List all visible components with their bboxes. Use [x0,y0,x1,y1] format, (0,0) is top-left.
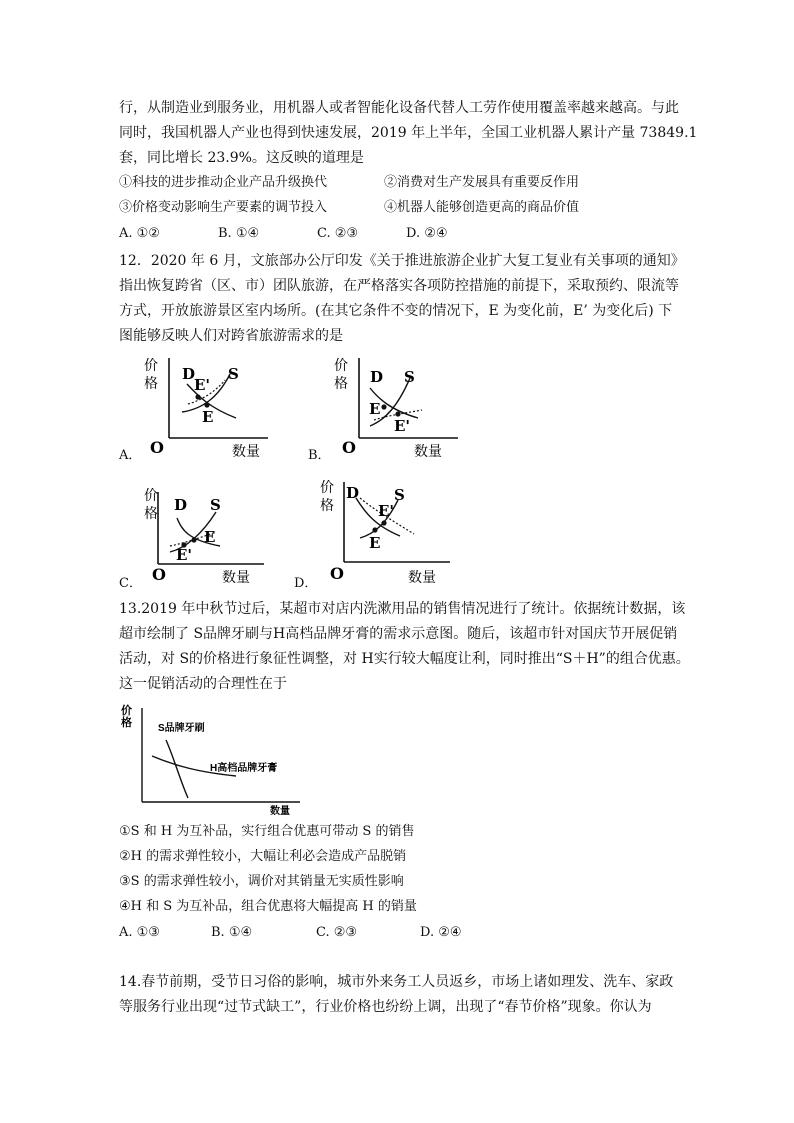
graph-c-label-e: E [204,528,216,546]
graph-d-ylabel-1: 价 [320,480,334,496]
graph-b [330,352,470,464]
graph-a-xlabel: 数量 [232,444,260,460]
graph-c-ylabel-2: 格 [144,506,158,522]
graph-c-label-e2: E' [176,546,193,564]
graph-d-option-label: D． [294,576,318,591]
q13-statement-4: ④H 和 S 为互补品，组合优惠将大幅提高 H 的销量 [119,899,417,914]
graph-b-option-label: B． [308,448,331,463]
q13-choice-d: D. ②④ [420,925,462,940]
graph-a-label-e: E [202,408,214,426]
graph-d-origin: O [330,564,344,583]
q13-line-1: 13.2019 年中秋节过后，某超市对店内洗漱用品的销售情况进行了统计。依据统计数据，该 [119,601,686,617]
graph-b-label-s: S [404,368,415,386]
graph-c-label-s: S [210,496,221,514]
q13-demand-chart [118,700,308,818]
q11-choice-a: A. ①② [119,226,160,241]
q12-line-4: 图能够反映人们对跨省旅游需求的是 [119,328,343,344]
graph-b-point-e2 [395,411,400,416]
q12-line-3: 方式，开放旅游景区室内场所。(在其它条件不变的情况下，E 为变化前，E’ 为变化后) 下 [119,303,673,319]
q11-statement-3: ③价格变动影响生产要素的调节投入 [119,200,328,215]
q11-choice-d: D. ②④ [406,226,448,241]
graph-a-ylabel-2: 格 [144,376,158,392]
graph-a-label-d: D [182,365,196,383]
graph-a-option-label: A． [119,448,142,463]
q14-line-1: 14.春节前期，受节日习俗的影响，城市外来务工人员返乡，市场上诸如理发、洗车、家政 [119,974,674,990]
graph-a-origin: O [150,438,164,457]
graph-d-label-s: S [394,486,405,504]
q11-statement-2: ②消费对生产发展具有重要反作用 [384,175,580,190]
graph-a-label-e2: E' [194,376,211,394]
q11-statement-4: ④机器人能够创造更高的商品价值 [384,200,580,215]
graph-a-ylabel-1: 价 [144,358,158,374]
q13-statement-1: ①S 和 H 为互补品，实行组合优惠可带动 S 的销售 [119,824,415,839]
graph-a-label-s: S [228,365,239,383]
graph-d-xlabel: 数量 [408,570,436,586]
q12-line-1: 12．2020 年 6 月，文旅部办公厅印发《关于推进旅游企业扩大复工复业有关事项的通知》 [119,253,685,269]
graph-a-point-e [204,402,209,407]
graph-a-point-e2 [195,394,200,399]
graph-b-label-e: E [369,400,381,418]
q13-line-4: 这一促销活动的合理性在于 [119,676,287,692]
q11-line-2: 同时，我国机器人产业也得到快速发展，2019 年上半年，全国工业机器人累计产量 73849.1 [119,125,698,141]
q11-line-3: 套，同比增长 23.9%。这反映的道理是 [119,150,364,166]
graph-b-ylabel-1: 价 [334,358,348,374]
q13-choice-c: C. ②③ [316,925,358,940]
q13-s-label: S品牌牙刷 [158,723,205,734]
graph-b-label-e2: E' [394,417,411,435]
graph-d-label-e: E [369,534,381,552]
graph-d-point-e2 [381,520,386,525]
graph-d-point-e [372,527,377,532]
graph-d-label-e2: E' [378,502,395,520]
q12-line-2: 指出恢复跨省（区、市）团队旅游，在严格落实各项防控措施的前提下，采取预约、限流等 [119,278,679,294]
graph-d [316,474,466,590]
q13-xlabel: 数量 [270,806,290,817]
graph-c-point-e [191,537,196,542]
graph-b-xlabel: 数量 [414,444,442,460]
graph-a [140,352,280,464]
graph-c-option-label: C． [119,576,142,591]
graph-c-ylabel-1: 价 [144,488,158,504]
q13-choice-b: B. ①④ [211,925,253,940]
graph-b-origin: O [342,438,356,457]
q11-choice-c: C. ②③ [317,226,359,241]
q13-line-3: 活动，对 S的价格进行象征性调整，对 H实行较大幅度让利，同时推出“S＋H”的组合优惠。 [119,651,690,667]
graph-d-ylabel-2: 格 [320,498,334,514]
graph-d-label-d: D [346,484,360,502]
q13-ylabel-2: 格 [121,717,132,729]
graph-b-label-d: D [370,368,384,386]
graph-c-xlabel: 数量 [222,570,250,586]
q13-statement-3: ③S 的需求弹性较小，调价对其销量无实质性影响 [119,874,404,889]
q13-statement-2: ②H 的需求弹性较小，大幅让利必会造成产品脱销 [119,849,407,864]
q13-h-label: H高档品牌牙膏 [210,763,278,774]
q13-ylabel-1: 价 [121,705,132,717]
q13-s-demand-curve [166,740,188,798]
q11-line-1: 行，从制造业到服务业，用机器人或者智能化设备代替人工劳作使用覆盖率越来越高。与此 [119,100,679,116]
graph-b-point-e [381,404,386,409]
q13-choice-a: A. ①③ [119,925,160,940]
q14-line-2: 等服务行业出现“过节式缺工”，行业价格也纷纷上调，出现了“春节价格”现象。你认为 [119,999,652,1015]
graph-b-ylabel-2: 格 [334,376,348,392]
graph-c-origin: O [152,565,166,584]
q11-choice-b: B. ①④ [218,226,260,241]
q11-statement-1: ①科技的进步推动企业产品升级换代 [119,175,328,190]
graph-c-label-d: D [174,496,188,514]
graph-c [140,484,280,590]
q13-line-2: 超市绘制了 S品牌牙刷与H高档品牌牙膏的需求示意图。随后，该超市针对国庆节开展促销 [119,626,678,642]
